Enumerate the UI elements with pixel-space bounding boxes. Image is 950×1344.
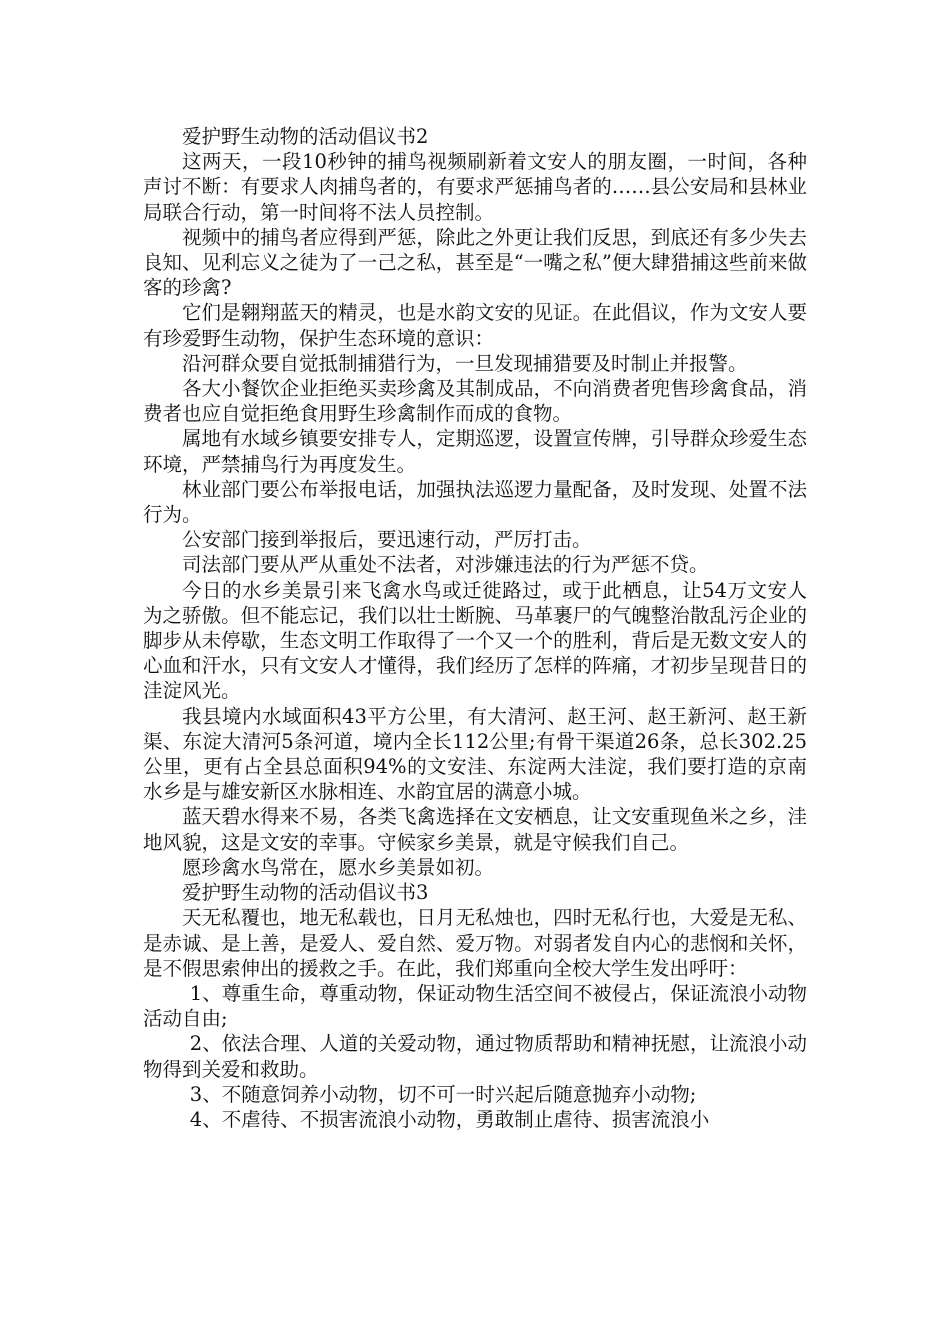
list-item: 4、不虐待、不损害流浪小动物，勇敢制止虐待、损害流浪小 [189, 1107, 710, 1131]
paragraph: 蓝天碧水得来不易，各类飞禽选择在文安栖息，让文安重现鱼米之乡，洼地风貌，这是文安的幸事。守候家乡美景，就是守候我们自己。 [143, 805, 807, 854]
section-title-3: 爱护野生动物的活动倡议书3 [182, 881, 429, 905]
paragraph: 这两天，一段10秒钟的捕鸟视频刷新着文安人的朋友圈，一时间，各种声讨不断：有要求人肉捕鸟者的，有要求严惩捕鸟者的……县公安局和县林业局联合行动，第一时间将不法人员控制。 [143, 150, 807, 224]
paragraph: 今日的水乡美景引来飞禽水鸟或迁徙路过，或于此栖息，让54万文安人为之骄傲。但不能忘记，我们以壮士断腕、马革裹尸的气魄整治散乱污企业的脚步从未停歇，生态文明工作取得了一个又一个的胜利，背后是无数文安人的心血和汗水，只有文安人才懂得，我们经历了怎样的阵痛，才初步呈现昔日的洼淀风光。 [143, 578, 807, 703]
list-item: 1、尊重生命，尊重动物，保证动物生活空间不被侵占，保证流浪小动物活动自由; [143, 981, 807, 1031]
paragraph: 天无私覆也，地无私载也，日月无私烛也，四时无私行也，大爱是无私、是赤诚、是上善，是爱人、爱自然、爱万物。对弱者发自内心的悲悯和关怀，是不假思索伸出的援救之手。在此，我们郑重向全校大学生发出呼吁： [143, 906, 807, 980]
paragraph: 沿河群众要自觉抵制捕猎行为，一旦发现捕猎要及时制止并报警。 [182, 351, 748, 375]
document-body [143, 124, 807, 1132]
paragraph: 司法部门要从严从重处不法者，对涉嫌违法的行为严惩不贷。 [182, 553, 709, 577]
paragraph: 公安部门接到举报后，要迅速行动，严厉打击。 [182, 528, 592, 552]
section-title-2: 爱护野生动物的活动倡议书2 [182, 125, 429, 148]
paragraph: 我县境内水域面积43平方公里，有大清河、赵王河、赵王新河、赵王新渠、东淀大清河5条河道，境内全长112公里;有骨干渠道26条，总长302.25公里，更有占全县总面积94%的文安洼、东淀两大洼淀，我们要打造的京南水乡是与雄安新区水脉相连、水韵宜居的满意小城。 [143, 704, 807, 804]
paragraph: 愿珍禽水鸟常在，愿水乡美景如初。 [182, 855, 495, 879]
paragraph: 林业部门要公布举报电话，加强执法巡逻力量配备，及时发现、处置不法行为。 [143, 477, 807, 527]
paragraph: 它们是翱翔蓝天的精灵，也是水韵文安的见证。在此倡议，作为文安人要有珍爱野生动物，保护生态环境的意识： [143, 301, 807, 350]
list-item: 3、不随意饲养小动物，切不可一时兴起后随意抛弃小动物; [189, 1082, 697, 1106]
list-item: 2、依法合理、人道的关爱动物，通过物质帮助和精神抚慰，让流浪小动物得到关爱和救助。 [143, 1032, 807, 1081]
paragraph: 视频中的捕鸟者应得到严惩，除此之外更让我们反思，到底还有多少失去良知、见利忘义之徒为了一己之私，甚至是“一嘴之私”便大肆猎捕这些前来做客的珍禽? [143, 225, 807, 300]
paragraph: 各大小餐饮企业拒绝买卖珍禽及其制成品，不向消费者兜售珍禽食品，消费者也应自觉拒绝食用野生珍禽制作而成的食物。 [143, 377, 807, 426]
paragraph: 属地有水域乡镇要安排专人，定期巡逻，设置宣传牌，引导群众珍爱生态环境，严禁捕鸟行为再度发生。 [143, 427, 807, 476]
